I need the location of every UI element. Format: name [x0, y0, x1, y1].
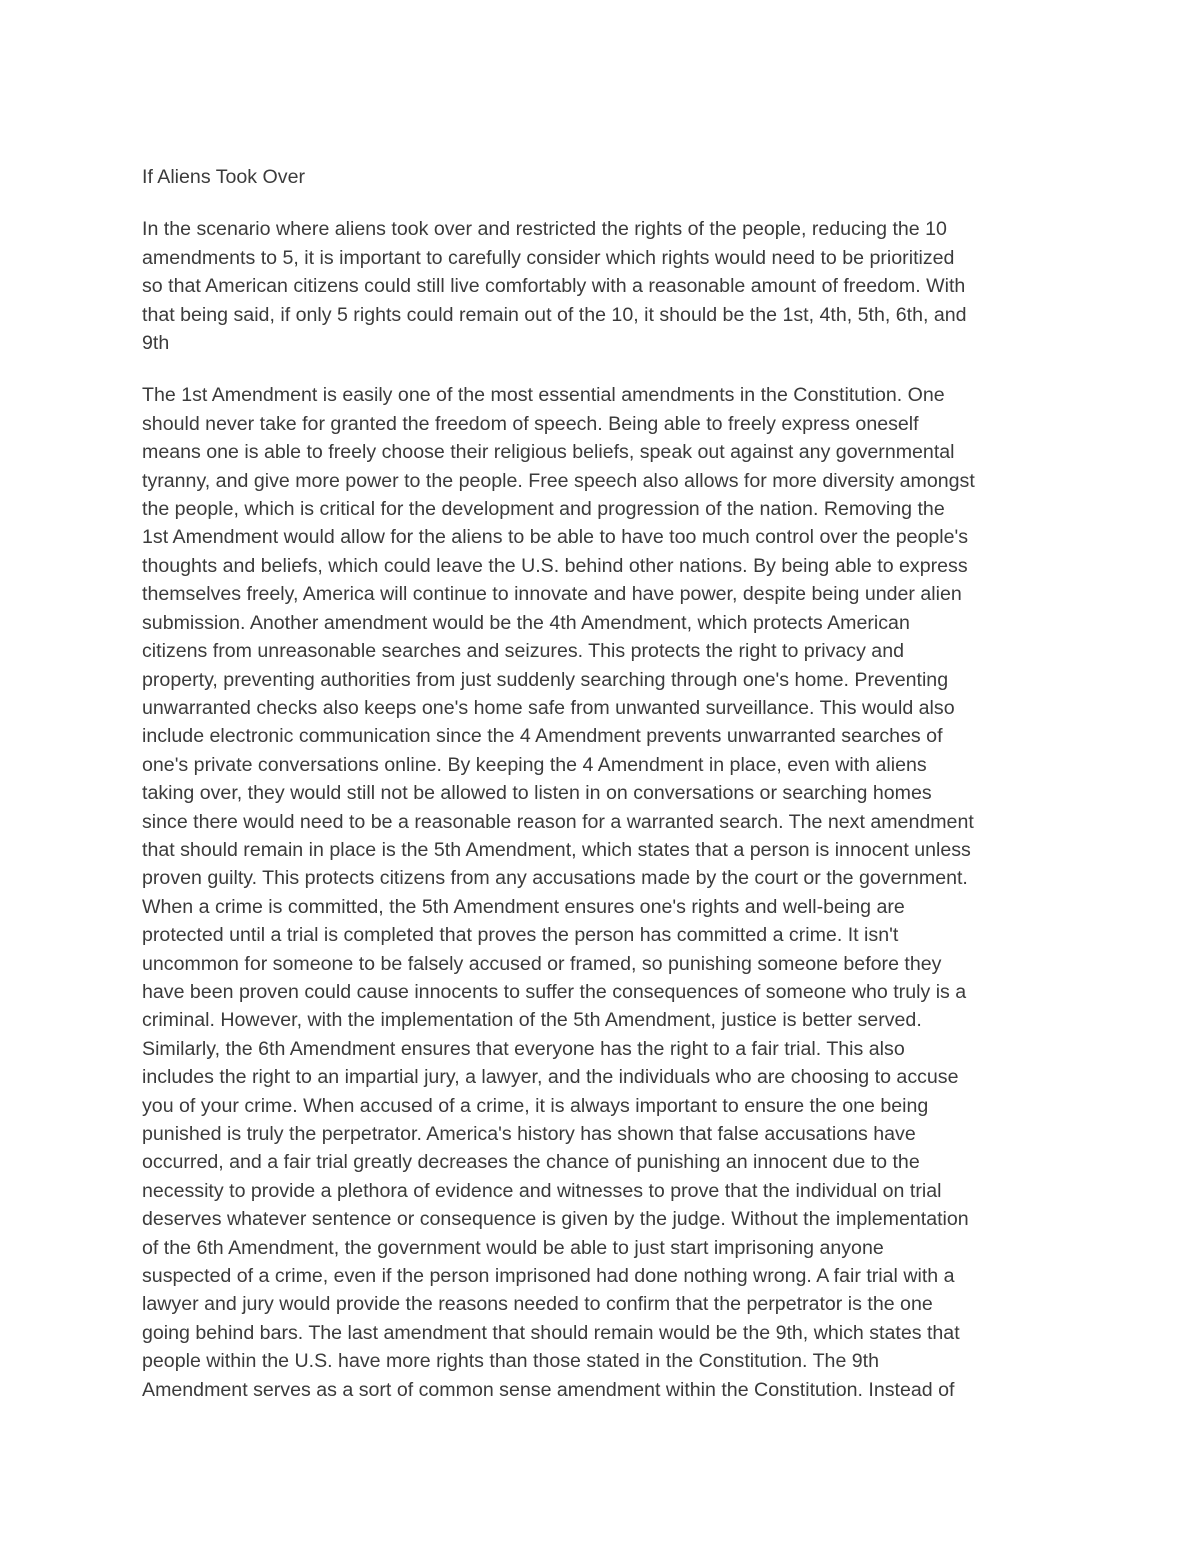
- text-line: suspected of a crime, even if the person imprisoned had done nothing wrong. A fair trial with a: [142, 1265, 955, 1288]
- text-line: should never take for granted the freedom of speech. Being able to freely express oneself: [142, 412, 919, 435]
- text-line: include electronic communication since the 4 Amendment prevents unwarranted searches of: [142, 725, 943, 748]
- text-line: people within the U.S. have more rights than those stated in the Constitution. The 9th: [142, 1350, 880, 1373]
- text-line: so that American citizens could still live comfortably with a reasonable amount of freedom. With: [142, 275, 966, 298]
- text-line: themselves freely, America will continue to innovate and have power, despite being under alien: [142, 583, 962, 606]
- text-line: occurred, and a fair trial greatly decreases the chance of punishing an innocent due to the: [142, 1151, 920, 1174]
- text-line: one's private conversations online. By keeping the 4 Amendment in place, even with aliens: [142, 753, 927, 776]
- text-line: amendments to 5, it is important to carefully consider which rights would need to be prioritized: [142, 246, 955, 269]
- paragraph-intro: [142, 215, 1067, 357]
- text-line: means one is able to freely choose their religious beliefs, speak out against any governmental: [142, 441, 955, 464]
- text-line: In the scenario where aliens took over and restricted the rights of the people, reducing the 10: [142, 218, 947, 241]
- document-body: [142, 163, 1067, 1428]
- text-line: 1st Amendment would allow for the aliens to be able to have too much control over the people's: [142, 526, 969, 549]
- text-line: necessity to provide a plethora of evidence and witnesses to prove that the individual on trial: [142, 1179, 942, 1202]
- text-line: that being said, if only 5 rights could remain out of the 10, it should be the 1st, 4th, 5th, 6th, and: [142, 303, 967, 326]
- text-line: lawyer and jury would provide the reasons needed to confirm that the perpetrator is the one: [142, 1293, 933, 1316]
- text-line: protected until a trial is completed that proves the person has committed a crime. It isn't: [142, 924, 899, 947]
- text-line: thoughts and beliefs, which could leave the U.S. behind other nations. By being able to express: [142, 554, 968, 577]
- text-line: submission. Another amendment would be the 4th Amendment, which protects American: [142, 611, 910, 634]
- text-line: punished is truly the perpetrator. America's history has shown that false accusations have: [142, 1123, 916, 1145]
- text-line: uncommon for someone to be falsely accused or framed, so punishing someone before they: [142, 952, 942, 975]
- document-title: If Aliens Took Over: [142, 166, 305, 188]
- text-line: When a crime is committed, the 5th Amendment ensures one's rights and well-being are: [142, 895, 905, 918]
- text-line: taking over, they would still not be allowed to listen in on conversations or searching homes: [142, 782, 932, 805]
- text-line: that should remain in place is the 5th Amendment, which states that a person is innocent unless: [142, 838, 971, 861]
- text-line: Amendment serves as a sort of common sense amendment within the Constitution. Instead of: [142, 1378, 955, 1401]
- text-line: citizens from unreasonable searches and seizures. This protects the right to privacy and: [142, 640, 905, 663]
- text-line: Similarly, the 6th Amendment ensures that everyone has the right to a fair trial. This also: [142, 1037, 905, 1060]
- text-line: includes the right to an impartial jury, a lawyer, and the individuals who are choosing to accuse: [142, 1066, 959, 1089]
- text-line: proven guilty. This protects citizens from any accusations made by the court or the government.: [142, 867, 968, 890]
- paragraph-body: [142, 381, 1067, 1404]
- text-line: criminal. However, with the implementation of the 5th Amendment, justice is better served.: [142, 1009, 922, 1032]
- text-line: have been proven could cause innocents to suffer the consequences of someone who truly is a: [142, 980, 967, 1003]
- text-line: you of your crime. When accused of a crime, it is always important to ensure the one being: [142, 1094, 929, 1117]
- text-line: of the 6th Amendment, the government would be able to just start imprisoning anyone: [142, 1236, 884, 1259]
- text-line: deserves whatever sentence or consequence is given by the judge. Without the implementation: [142, 1208, 969, 1231]
- text-line: unwarranted checks also keeps one's home safe from unwanted surveillance. This would also: [142, 696, 955, 719]
- text-line: going behind bars. The last amendment that should remain would be the 9th, which states that: [142, 1321, 960, 1344]
- text-line: the people, which is critical for the development and progression of the nation. Removing the: [142, 498, 945, 521]
- text-line: 9th: [142, 332, 170, 355]
- text-line: property, preventing authorities from just suddenly searching through one's home. Preventing: [142, 668, 949, 691]
- text-line: since there would need to be a reasonable reason for a warranted search. The next amendment: [142, 810, 974, 833]
- text-line: The 1st Amendment is easily one of the most essential amendments in the Constitution. One: [142, 384, 945, 407]
- text-line: tyranny, and give more power to the people. Free speech also allows for more diversity amongst: [142, 469, 975, 492]
